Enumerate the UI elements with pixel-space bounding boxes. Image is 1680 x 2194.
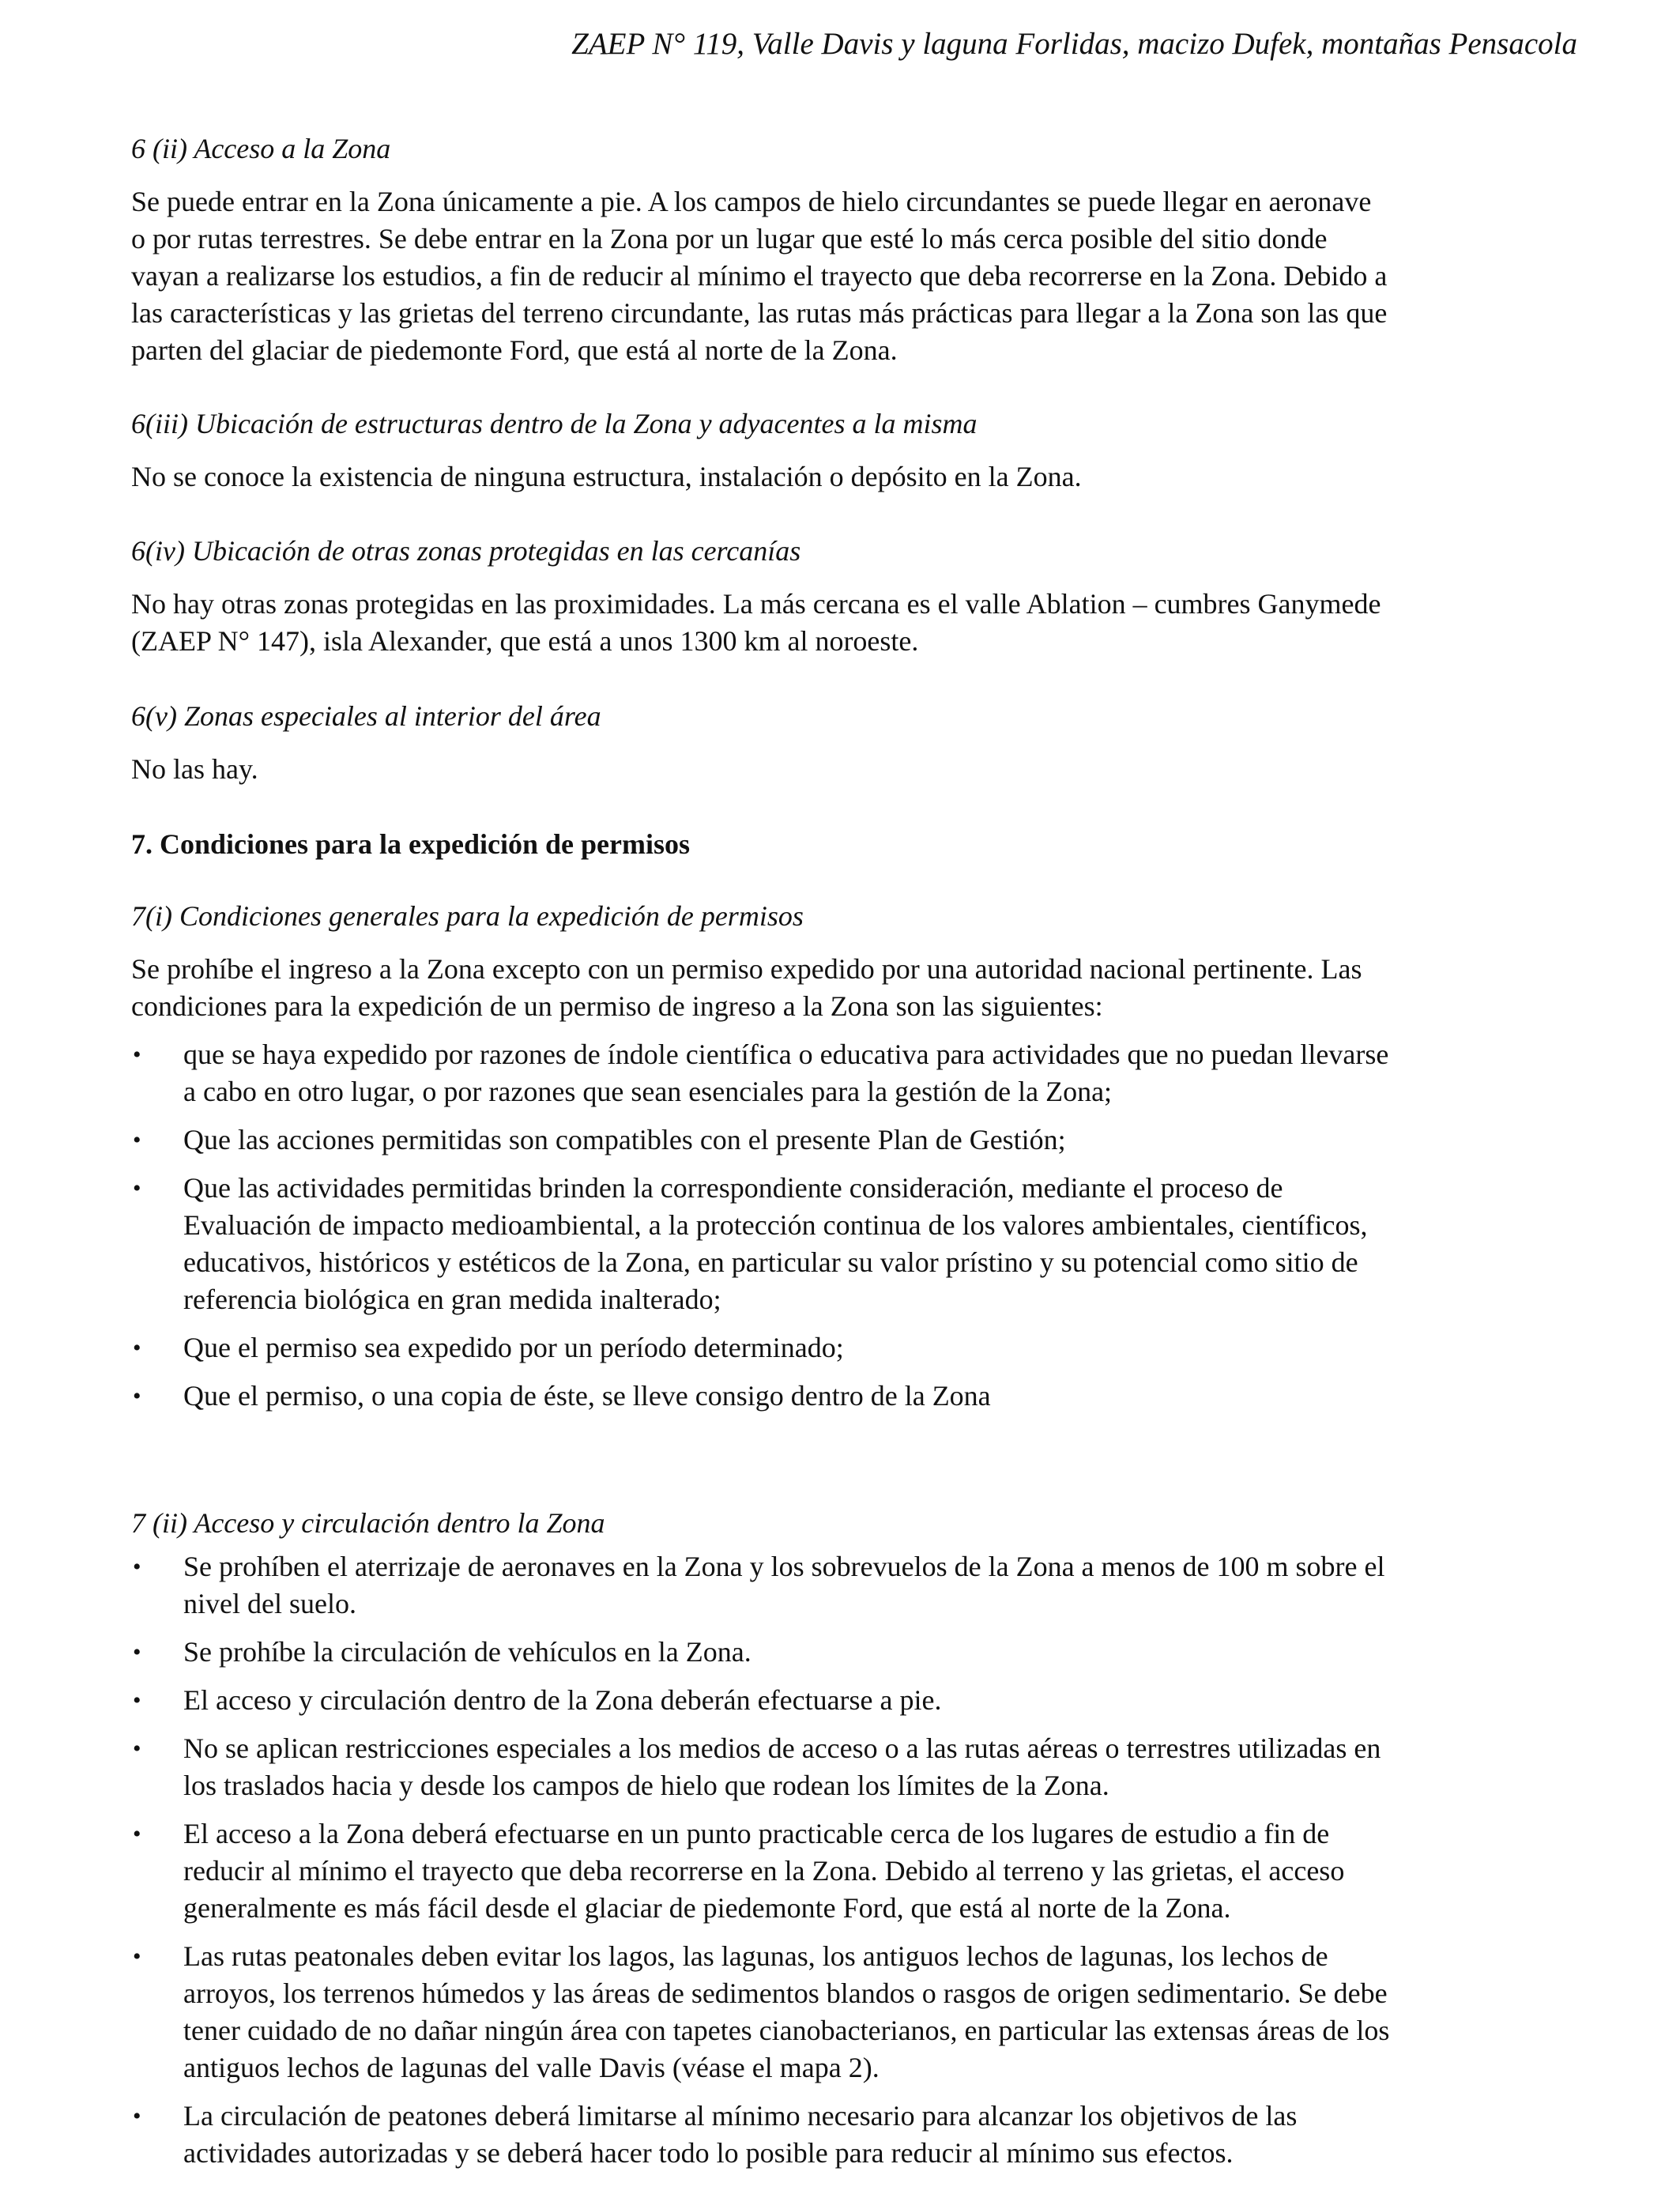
bullet-icon: •: [133, 1736, 141, 1762]
list-item: [131, 2098, 1577, 2172]
text-line: No se conoce la existencia de ninguna estructura, instalación o depósito en la Zona.: [131, 461, 1082, 492]
text-line: las características y las grietas del terreno circundante, las rutas más prácticas para llegar a la Zona son las que: [131, 297, 1388, 329]
list-item: [131, 1378, 1577, 1415]
bullet-icon: •: [133, 1687, 141, 1713]
access-list: [131, 1548, 1577, 2172]
text-line: a cabo en otro lugar, o por razones que sean esenciales para la gestión de la Zona;: [183, 1076, 1113, 1107]
list-item: [131, 1938, 1577, 2087]
section-heading: 6(iv) Ubicación de otras zonas protegidas en las cercanías: [131, 535, 801, 567]
bullet-icon: •: [133, 1127, 141, 1153]
text-line: actividades autorizadas y se deberá hacer todo lo posible para reducir al mínimo sus efectos.: [183, 2137, 1234, 2169]
text-line: reducir al mínimo el trayecto que deba recorrerse en la Zona. Debido al terreno y las grietas, el acceso: [183, 1855, 1345, 1887]
text-line: condiciones para la expedición de un permiso de ingreso a la Zona son las siguientes:: [131, 990, 1103, 1022]
section-7-i: [131, 897, 1577, 1415]
bullet-icon: •: [133, 1042, 141, 1068]
section-body: [131, 586, 1577, 660]
bullet-icon: •: [133, 1639, 141, 1665]
text-line: Se prohíben el aterrizaje de aeronaves en la Zona y los sobrevuelos de la Zona a menos de 100 m sobre el: [183, 1551, 1385, 1582]
text-line: Que las actividades permitidas brinden la correspondiente consideración, mediante el proceso de: [183, 1172, 1283, 1204]
text-line: que se haya expedido por razones de índole científica o educativa para actividades que no puedan llevarse: [183, 1039, 1389, 1070]
text-line: parten del glaciar de piedemonte Ford, que está al norte de la Zona.: [131, 334, 898, 366]
section-body: [131, 458, 1577, 496]
text-line: No se aplican restricciones especiales a los medios de acceso o a las rutas aéreas o terrestres utilizadas en: [183, 1732, 1381, 1764]
conditions-list: [131, 1036, 1577, 1415]
section-6-ii: [131, 130, 1577, 369]
bullet-icon: •: [133, 1383, 141, 1409]
text-line: antiguos lechos de lagunas del valle Davis (véase el mapa 2).: [183, 2052, 880, 2083]
bullet-icon: •: [133, 1943, 141, 1970]
text-line: No hay otras zonas protegidas en las proximidades. La más cercana es el valle Ablation – cumbres Ganymede: [131, 588, 1381, 620]
text-line: arroyos, los terrenos húmedos y las áreas de sedimentos blandos o rasgos de origen sedimentario. Se debe: [183, 1977, 1388, 2009]
section-heading: 7 (ii) Acceso y circulación dentro la Zona: [131, 1507, 605, 1539]
bullet-icon: •: [133, 1335, 141, 1361]
text-line: Evaluación de impacto medioambiental, a la protección continua de los valores ambientales, científicos,: [183, 1209, 1368, 1241]
bullet-icon: •: [133, 1821, 141, 1847]
running-header: ZAEP N° 119, Valle Davis y laguna Forlidas, macizo Dufek, montañas Pensacola: [571, 27, 1577, 61]
text-line: Se puede entrar en la Zona únicamente a pie. A los campos de hielo circundantes se puede llegar en aeronave: [131, 186, 1372, 217]
section-heading: 6(v) Zonas especiales al interior del área: [131, 700, 601, 732]
section-6-iv: [131, 532, 1577, 660]
text-line: (ZAEP N° 147), isla Alexander, que está a unos 1300 km al noroeste.: [131, 625, 919, 657]
text-line: Que las acciones permitidas son compatibles con el presente Plan de Gestión;: [183, 1124, 1066, 1155]
list-item: [131, 1815, 1577, 1927]
text-line: o por rutas terrestres. Se debe entrar en la Zona por un lugar que esté lo más cerca posible del sitio donde: [131, 223, 1328, 254]
bullet-icon: •: [133, 1554, 141, 1580]
bullet-icon: •: [133, 2103, 141, 2129]
section-heading: 6 (ii) Acceso a la Zona: [131, 133, 391, 164]
section-body: [131, 751, 1577, 788]
text-line: Las rutas peatonales deben evitar los lagos, las lagunas, los antiguos lechos de lagunas, los lechos de: [183, 1940, 1328, 1972]
section-body: [131, 951, 1577, 1025]
list-item: [131, 1682, 1577, 1719]
section-body: [131, 183, 1577, 369]
section-7: [131, 825, 1577, 863]
text-line: generalmente es más fácil desde el glaciar de piedemonte Ford, que está al norte de la Zona.: [183, 1892, 1231, 1924]
text-line: educativos, históricos y estéticos de la Zona, en particular su valor prístino y su potencial como sitio de: [183, 1246, 1358, 1278]
list-item: [131, 1548, 1577, 1623]
text-line: El acceso a la Zona deberá efectuarse en un punto practicable cerca de los lugares de estudio a fin de: [183, 1818, 1330, 1849]
text-line: tener cuidado de no dañar ningún área con tapetes cianobacterianos, en particular las extensas áreas de los: [183, 2015, 1390, 2046]
list-item: [131, 1170, 1577, 1318]
text-line: referencia biológica en gran medida inalterado;: [183, 1284, 721, 1315]
text-line: nivel del suelo.: [183, 1588, 356, 1619]
section-heading: 6(iii) Ubicación de estructuras dentro de la Zona y adyacentes a la misma: [131, 408, 977, 439]
list-item: [131, 1634, 1577, 1671]
text-line: El acceso y circulación dentro de la Zona deberán efectuarse a pie.: [183, 1684, 942, 1716]
text-line: No las hay.: [131, 753, 258, 785]
list-item: [131, 1122, 1577, 1159]
text-line: los traslados hacia y desde los campos de hielo que rodean los límites de la Zona.: [183, 1770, 1109, 1801]
section-heading: 7(i) Condiciones generales para la expedición de permisos: [131, 900, 804, 932]
text-line: Se prohíbe el ingreso a la Zona excepto con un permiso expedido por una autoridad nacional pertinente. Las: [131, 953, 1362, 985]
list-item: [131, 1329, 1577, 1367]
list-item: [131, 1036, 1577, 1110]
text-line: vayan a realizarse los estudios, a fin de reducir al mínimo el trayecto que deba recorrerse en la Zona. Debido a: [131, 260, 1388, 292]
chapter-heading: 7. Condiciones para la expedición de permisos: [131, 828, 691, 860]
section-6-iii: [131, 405, 1577, 496]
text-line: Se prohíbe la circulación de vehículos en la Zona.: [183, 1636, 751, 1668]
bullet-icon: •: [133, 1175, 141, 1201]
section-6-v: [131, 697, 1577, 788]
text-line: La circulación de peatones deberá limitarse al mínimo necesario para alcanzar los objetivos de las: [183, 2100, 1298, 2132]
section-7-ii: [131, 1504, 1577, 2172]
text-line: Que el permiso sea expedido por un período determinado;: [183, 1332, 844, 1363]
list-item: [131, 1730, 1577, 1804]
text-line: Que el permiso, o una copia de éste, se lleve consigo dentro de la Zona: [183, 1380, 991, 1412]
